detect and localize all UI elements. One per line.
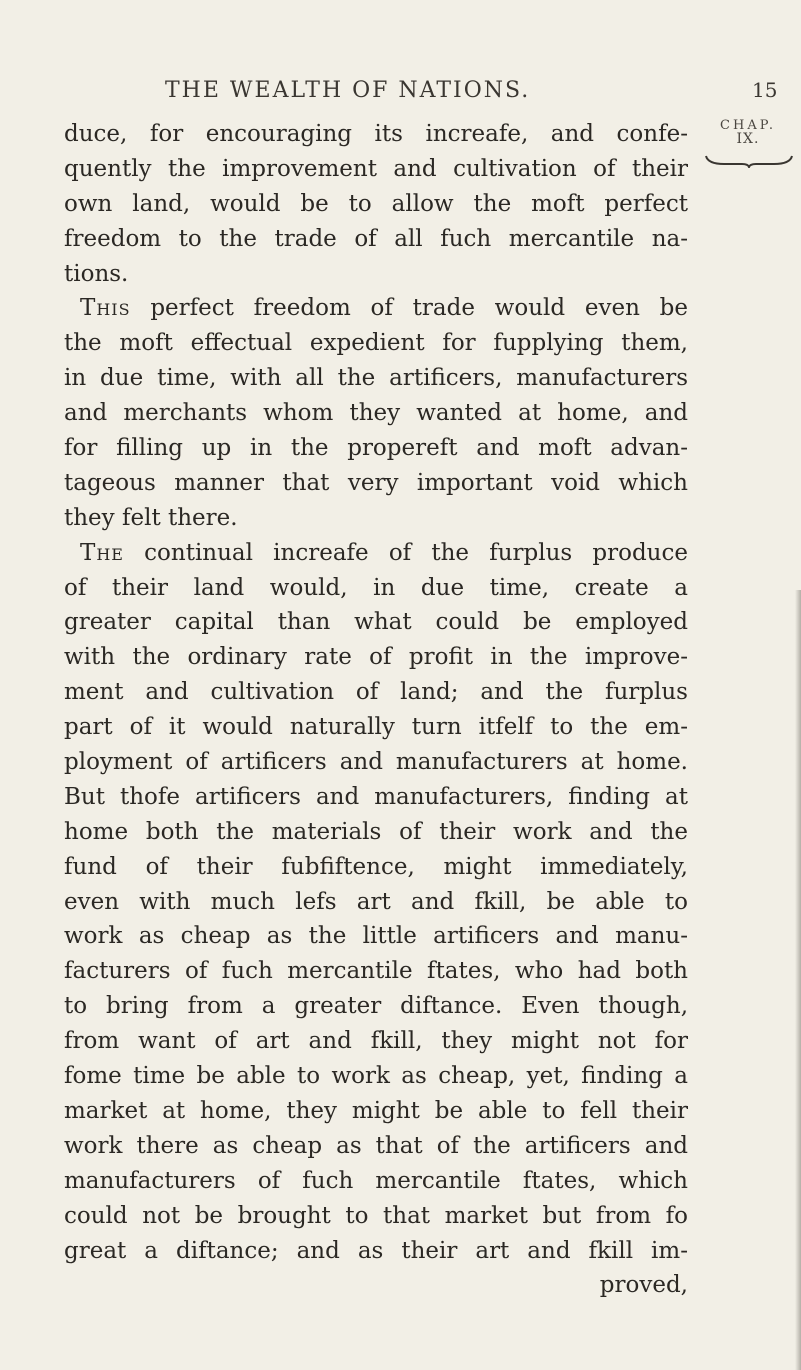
text-line: from want of art and fkill, they might not for — [64, 1028, 688, 1055]
paragraph-start-line: This perfect freedom of trade would even be — [80, 295, 688, 322]
text-line: home both the materials of their work and the — [64, 818, 688, 845]
text-line: quently the improvement and cultivation of their — [64, 155, 688, 182]
text-line: they felt there. — [64, 504, 238, 531]
text-line: own land, would be to allow the moft perfect — [64, 190, 688, 217]
chapter-word: CHAP. — [720, 118, 776, 133]
paragraph-start-line: The continual increafe of the furplus produce — [80, 539, 688, 566]
page-number: 15 — [752, 78, 778, 102]
chapter-brace-icon — [704, 154, 794, 168]
text-line: with the ordinary rate of profit in the improve- — [64, 644, 688, 671]
text-line: But thofe artificers and manufacturers, finding at — [64, 783, 688, 810]
paragraph-lead-word: The — [80, 539, 124, 566]
text-line: fund of their fubfiftence, might immediately, — [64, 853, 688, 880]
text-line: for filling up in the propereft and moft advan- — [64, 435, 688, 462]
text-line: market at home, they might be able to fell their — [64, 1097, 688, 1124]
text-line: ployment of artificers and manufacturers at home. — [64, 749, 688, 776]
text-line: great a diftance; and as their art and fkill im- — [64, 1237, 688, 1264]
text-line: greater capital than what could be employed — [64, 609, 688, 636]
text-line: and merchants whom they wanted at home, and — [64, 400, 688, 427]
text-line: tageous manner that very important void which — [64, 469, 688, 496]
running-title: THE WEALTH OF NATIONS. — [165, 78, 531, 103]
body-text — [64, 117, 688, 1303]
chapter-number: IX. — [736, 131, 760, 147]
text-line: of their land would, in due time, create a — [64, 574, 688, 601]
text-line: proved, — [599, 1272, 688, 1299]
text-line: facturers of fuch mercantile ftates, who had both — [64, 958, 688, 985]
chapter-marker — [698, 118, 798, 147]
text-line: fome time be able to work as cheap, yet, finding a — [64, 1063, 688, 1090]
text-line: ment and cultivation of land; and the furplus — [64, 679, 688, 706]
text-line: the moft effectual expedient for fupplying them, — [64, 330, 688, 357]
text-line: manufacturers of fuch mercantile ftates, which — [64, 1167, 688, 1194]
text-line: freedom to the trade of all fuch mercantile na- — [64, 225, 688, 252]
page-edge-shadow — [795, 590, 801, 1370]
text-line: to bring from a greater diftance. Even though, — [64, 993, 688, 1020]
text-line: could not be brought to that market but from fo — [64, 1202, 688, 1229]
text-line: tions. — [64, 260, 129, 287]
text-line: duce, for encouraging its increafe, and confe- — [64, 121, 688, 147]
text-line: in due time, with all the artificers, manufacturers — [64, 365, 688, 392]
text-line: even with much lefs art and fkill, be able to — [64, 888, 688, 915]
text-line: work as cheap as the little artificers and manu- — [64, 923, 688, 950]
text-line: work there as cheap as that of the artificers and — [64, 1132, 688, 1159]
paragraph-lead-word: This — [80, 295, 131, 322]
text-line: part of it would naturally turn itfelf to the em- — [64, 714, 688, 741]
